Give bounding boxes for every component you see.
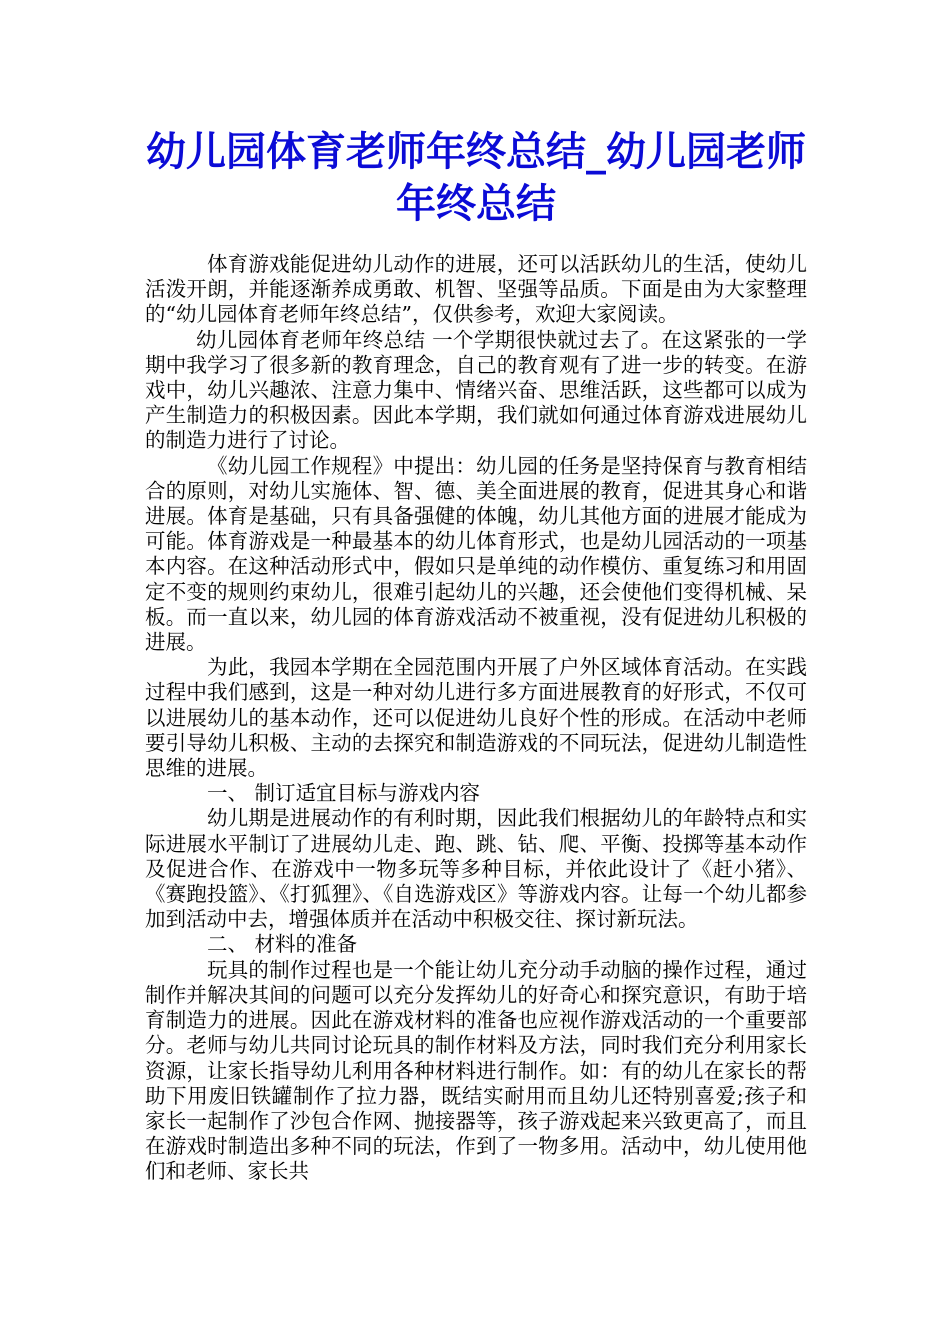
section-heading-materials: 二、 材料的准备: [207, 932, 358, 957]
document-body: [145, 252, 807, 1185]
paragraph-intro: 体育游戏能促进幼儿动作的进展，还可以活跃幼儿的生活，使幼儿活泼开朗，并能逐渐养成勇敢、机智、坚强等品质。下面是由为大家整理的“幼儿园体育老师年终总结”，仅供参考，欢迎大家阅读。: [145, 252, 807, 327]
paragraph-regulations: 《幼儿园工作规程》中提出：幼儿园的任务是坚持保育与教育相结合的原则，对幼儿实施体、智、德、美全面进展的教育，促进其身心和谐进展。体育是基础，只有具备强健的体魄，幼儿其他方面的进展才能成为可能。体育游戏是一种最基本的幼儿体育形式，也是幼儿园活动的一项基本内容。在这种活动形式中，假如只是单纯的动作模仿、重复练习和用固定不变的规则约束幼儿，很难引起幼儿的兴趣，还会使他们变得机械、呆板。而一直以来，幼儿园的体育游戏活动不被重视，没有促进幼儿积极的进展。: [145, 453, 807, 655]
document-page: [145, 126, 807, 1185]
document-title: 幼儿园体育老师年终总结_幼儿园老师年终总结: [146, 128, 806, 227]
paragraph-outdoor-activities: 为此，我园本学期在全园范围内开展了户外区域体育活动。在实践过程中我们感到，这是一种对幼儿进行多方面进展教育的好形式，不仅可以进展幼儿的基本动作，还可以促进幼儿良好个性的形成。在活动中老师要引导幼儿积极、主动的去探究和制造游戏的不同玩法，促进幼儿制造性思维的进展。: [145, 655, 807, 781]
paragraph-goals: 幼儿期是进展动作的有利时期，因此我们根据幼儿的年龄特点和实际进展水平制订了进展幼儿走、跑、跳、钻、爬、平衡、投掷等基本动作及促进合作、在游戏中一物多玩等多种目标，并依此设计了《赶小猪》、《赛跑投篮》、《打狐狸》、《自选游戏区》等游戏内容。让每一个幼儿都参加到活动中去，增强体质并在活动中积极交往、探讨新玩法。: [145, 806, 807, 932]
paragraph-materials: 玩具的制作过程也是一个能让幼儿充分动手动脑的操作过程，通过制作并解决其间的问题可以充分发挥幼儿的好奇心和探究意识，有助于培育制造力的进展。因此在游戏材料的准备也应视作游戏活动的一个重要部分。老师与幼儿共同讨论玩具的制作材料及方法，同时我们充分利用家长资源，让家长指导幼儿利用各种材料进行制作。如：有的幼儿在家长的帮助下用废旧铁罐制作了拉力器，既结实耐用而且幼儿还特别喜爱;孩子和家长一起制作了沙包合作网、抛接器等，孩子游戏起来兴致更高了，而且在游戏时制造出多种不同的玩法，作到了一物多用。活动中，幼儿使用他们和老师、家长共: [145, 957, 807, 1184]
paragraph-summary: 幼儿园体育老师年终总结 一个学期很快就过去了。在这紧张的一学期中我学习了很多新的教育理念，自己的教育观有了进一步的转变。在游戏中，幼儿兴趣浓、注意力集中、情绪兴奋、思维活跃，这些都可以成为产生制造力的积极因素。因此本学期，我们就如何通过体育游戏进展幼儿的制造力进行了讨论。: [145, 327, 807, 453]
section-heading-goals: 一、 制订适宜目标与游戏内容: [207, 781, 481, 806]
